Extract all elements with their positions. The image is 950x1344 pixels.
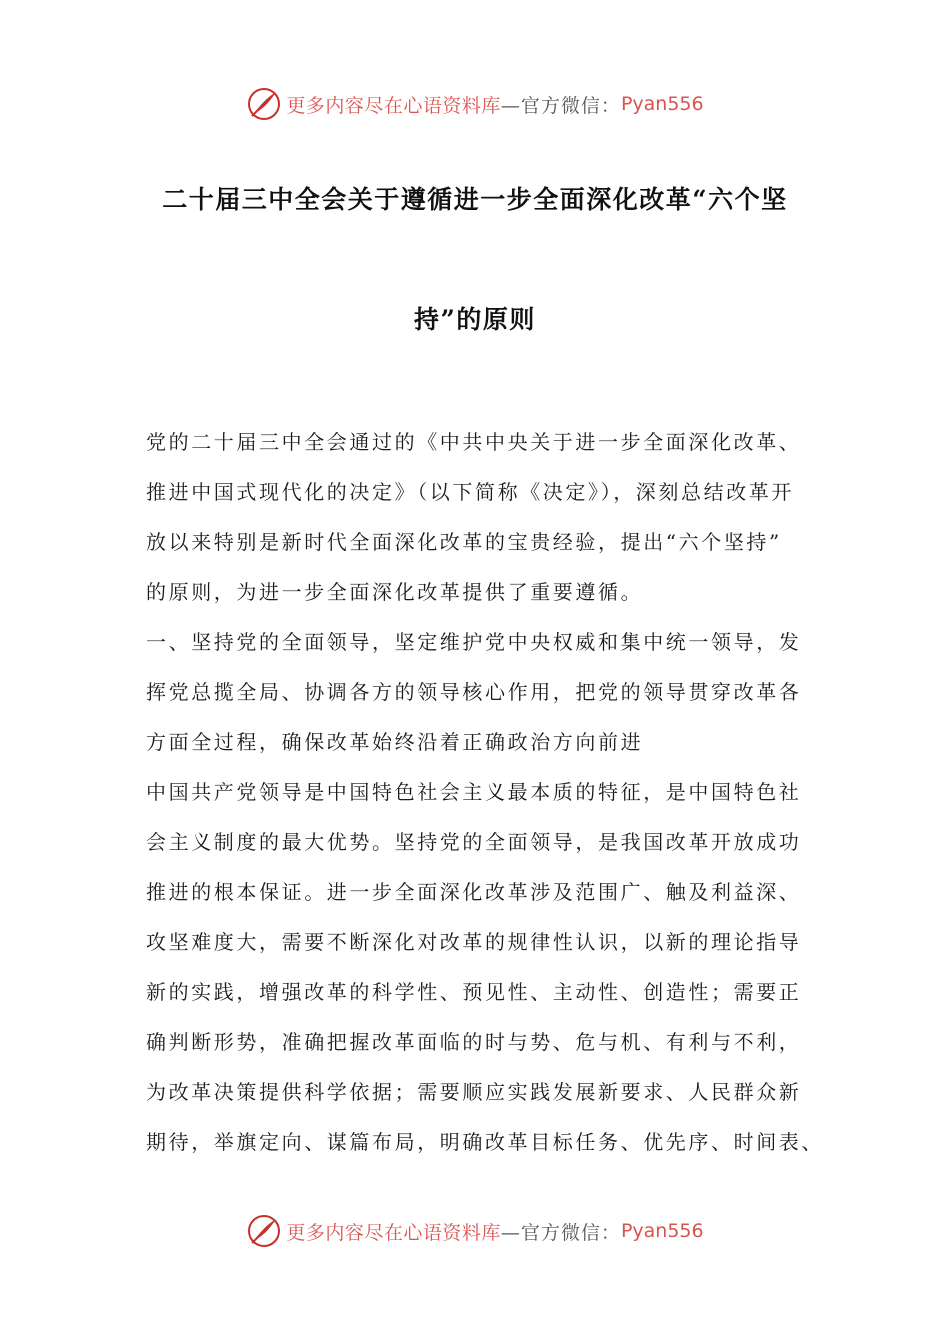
body-line: 中国共产党领导是中国特色社会主义最本质的特征，是中国特色社 bbox=[146, 780, 802, 804]
watermark-official: —官方微信： bbox=[500, 1221, 621, 1244]
body-line: 确判断形势，准确把握改革面临的时与势、危与机、有利与不利， bbox=[146, 1030, 802, 1054]
body-line: 期待，举旗定向、谋篇布局，明确改革目标任务、优先序、时间表、 bbox=[146, 1130, 824, 1154]
watermark-text: 更多内容尽在心语资料库 bbox=[286, 1221, 501, 1244]
document-title-line-2: 持”的原则 bbox=[414, 305, 536, 334]
body-line: 放以来特别是新时代全面深化改革的宝贵经验，提出“六个坚持” bbox=[146, 530, 782, 554]
body-line: 推进中国式现代化的决定》（以下简称《决定》），深刻总结改革开 bbox=[146, 480, 794, 504]
body-line: 新的实践，增强改革的科学性、预见性、主动性、创造性；需要正 bbox=[146, 980, 802, 1004]
watermark-text: 更多内容尽在心语资料库 bbox=[286, 94, 501, 117]
watermark-official: —官方微信： bbox=[500, 94, 621, 117]
body-line: 推进的根本保证。进一步全面深化改革涉及范围广、触及利益深、 bbox=[146, 880, 802, 904]
body-line: 攻坚难度大，需要不断深化对改革的规律性认识，以新的理论指导 bbox=[146, 930, 802, 954]
document-body bbox=[146, 417, 824, 1167]
section-heading-line: 挥党总揽全局、协调各方的领导核心作用，把党的领导贯穿改革各 bbox=[146, 680, 802, 704]
section-heading-line: 一、坚持党的全面领导，坚定维护党中央权威和集中统一领导，发 bbox=[146, 630, 802, 654]
body-line: 的原则，为进一步全面深化改革提供了重要遵循。 bbox=[146, 580, 644, 604]
quill-logo-icon bbox=[246, 86, 282, 122]
body-line: 党的二十届三中全会通过的《中共中央关于进一步全面深化改革、 bbox=[146, 430, 802, 454]
watermark-wechat-id: Pyan556 bbox=[620, 93, 704, 115]
body-line: 为改革决策提供科学依据；需要顺应实践发展新要求、人民群众新 bbox=[146, 1080, 802, 1104]
watermark-wechat-id: Pyan556 bbox=[620, 1220, 704, 1242]
section-heading-line: 方面全过程，确保改革始终沿着正确政治方向前进 bbox=[146, 730, 644, 754]
document-title-line-1: 二十届三中全会关于遵循进一步全面深化改革“六个坚 bbox=[162, 185, 788, 214]
quill-logo-icon bbox=[246, 1213, 282, 1249]
header-watermark bbox=[0, 84, 950, 124]
footer-watermark bbox=[0, 1211, 950, 1251]
body-line: 会主义制度的最大优势。坚持党的全面领导，是我国改革开放成功 bbox=[146, 830, 802, 854]
